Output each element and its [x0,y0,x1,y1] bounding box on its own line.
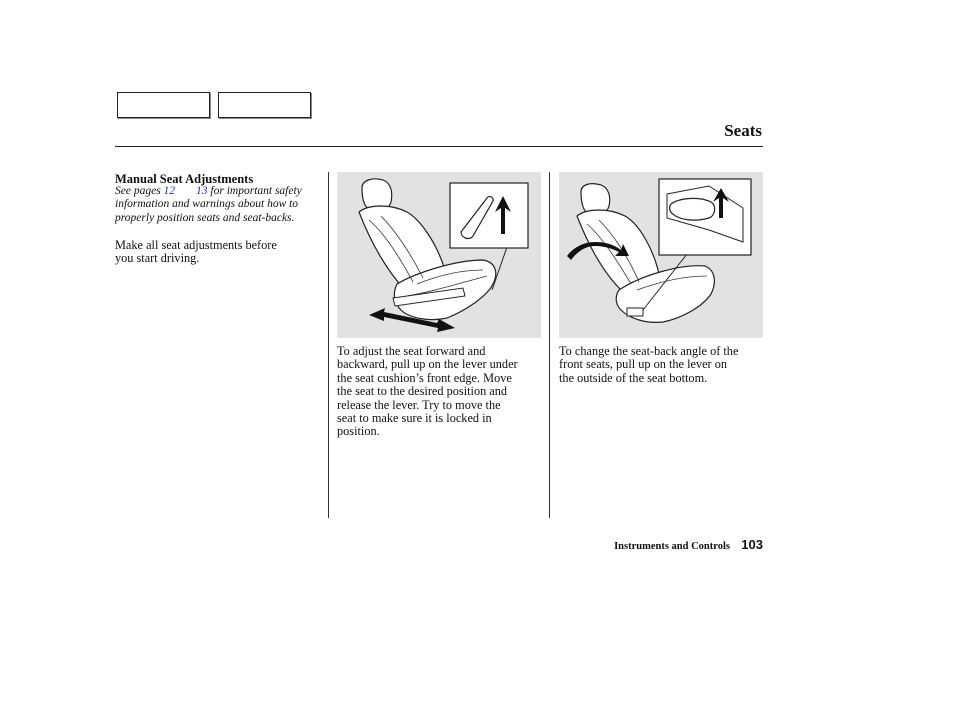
see-pages-line-2: information and warnings about how to [115,198,299,211]
caption-line: To adjust the seat forward and [337,344,486,358]
caption-line: release the lever. Try to move the [337,397,501,412]
caption-line: position. [337,424,380,439]
slide-caption [337,345,542,439]
see-pages-note [115,185,325,225]
caption-line: backward, pull up on the lever under [337,357,518,372]
nav-button-2[interactable] [218,92,311,118]
intro-line: you start driving. [115,251,200,266]
section-heading: Manual Seat Adjustments [115,172,254,186]
caption-line: the seat to the desired position and [337,384,508,399]
see-suffix: for important safety [207,185,302,197]
lever-inset-box [450,183,528,248]
caption-line: front seats, pull up on the lever on [559,357,728,372]
nav-button-1[interactable] [117,92,210,118]
recline-lever [627,308,643,316]
seat-recline-drawing [559,172,763,338]
intro-paragraph [115,239,325,266]
see-prefix: See pages [115,185,164,197]
caption-line: To change the seat-back angle of the [559,344,739,358]
column-divider-1 [328,172,329,518]
seat-recline-illustration [559,172,763,338]
intro-line: Make all seat adjustments before [115,238,277,252]
caption-line: seat to make sure it is locked in [337,411,492,426]
seat-slide-illustration [337,172,541,338]
caption-line: the outside of the seat bottom. [559,370,708,385]
see-pages-line-1 [115,185,325,198]
page-link-13[interactable]: 13 [196,185,208,197]
recline-caption [559,345,765,385]
header-rule [115,146,763,147]
seat-slide-drawing [337,172,541,338]
caption-line: the seat cushion’s front edge. Move [337,370,512,385]
footer-section-label: Instruments and Controls [614,541,730,552]
page-link-12[interactable]: 12 [163,185,176,197]
page-title: Seats [724,121,762,140]
column-divider-2 [549,172,550,518]
lever-handle-icon [670,198,715,220]
see-pages-line-3: properly position seats and seat-backs. [115,211,295,224]
page-number: 103 [741,537,763,552]
